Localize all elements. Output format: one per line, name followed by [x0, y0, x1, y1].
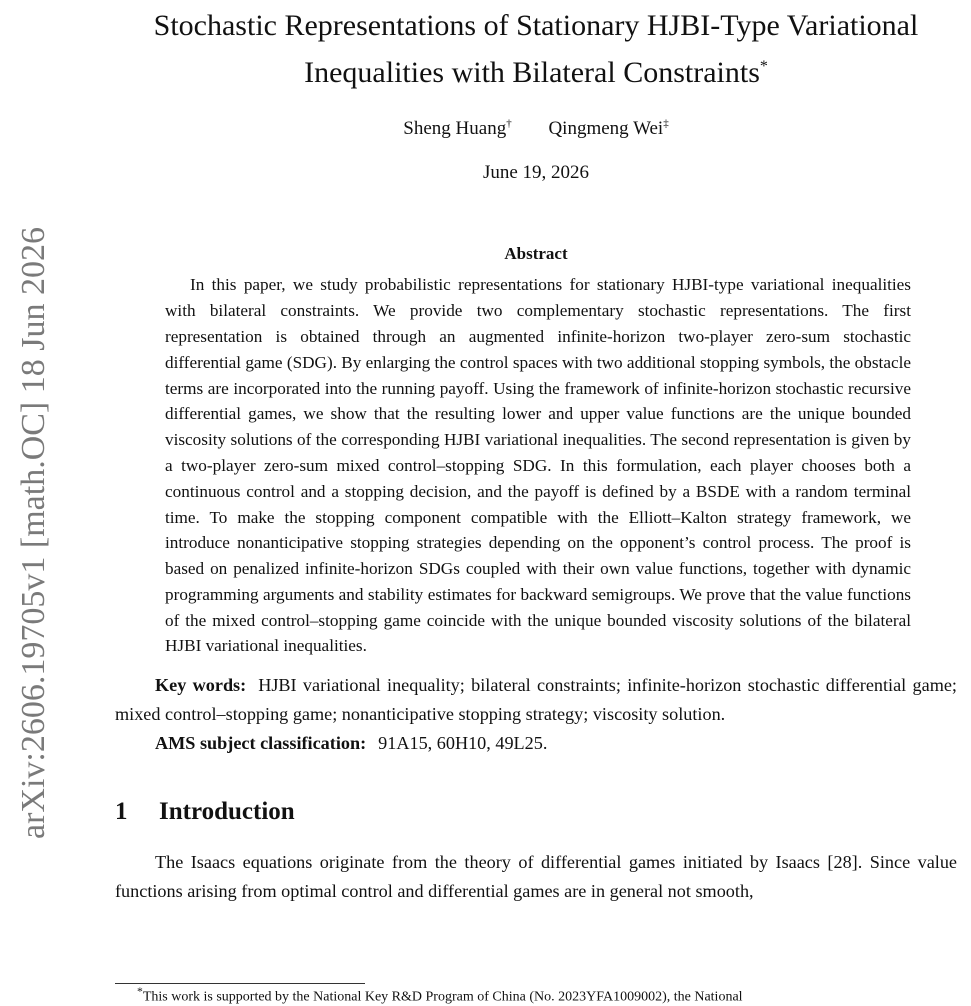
author-name: Qingmeng Wei: [548, 118, 664, 140]
footnote-text: This work is supported by the National Key R&D Program of China (No. 2023YFA1009002), the National: [142, 989, 743, 1005]
title-line-2: Inequalities with Bilateral Constraints: [304, 56, 760, 89]
author: [403, 118, 511, 139]
author-mark: †: [506, 118, 512, 130]
footnote-mark: *: [137, 985, 143, 998]
keywords-label: Key words:: [155, 675, 247, 696]
title-line-1: Stochastic Representations of Stationary HJBI-Type Variational: [153, 9, 919, 42]
abstract-text: In this paper, we study probabilistic representations for stationary HJBI-type variational inequalities with bilateral constraints. We provide two complementary stochastic representations. The first representation is obtained through an augmented infinite-horizon two-player zero-sum stochastic differential game (SDG). By enlarging the control spaces with two additional stopping symbols, the obstacle terms are incorporated into the running payoff. Using the framework of infinite-horizon stochastic recursive differential games, we show that the resulting lower and upper value functions are the unique bounded viscosity solutions of the corresponding HJBI variational inequalities. The second representation is given by a two-player zero-sum mixed control–stopping SDG. In this formulation, each player chooses both a continuous control and a stopping decision, and the payoff is defined by a BSDE with a random terminal time. To make the stopping component compatible with the Elliott–Kalton strategy framework, we introduce nonanticipative stopping strategies depending on the opponent’s control process. The proof is based on penalized infinite-horizon SDGs coupled with their own value functions, together with dynamic programming arguments and stability estimates for backward semigroups. We prove that the value functions of the mixed control–stopping game coincide with the unique bounded viscosity solutions of the bilateral HJBI variational inequalities.: [165, 275, 911, 656]
intro-paragraph: The Isaacs equations originate from the theory of differential games initiated by Isaacs [28]. Since value functions arising from optimal control and differential games are in general not smooth,: [115, 852, 957, 902]
arxiv-sidebar-stamp: [6, 200, 62, 866]
footnote-rule: [115, 983, 365, 984]
section-number: 1: [115, 798, 128, 826]
ams-label: AMS subject classification:: [155, 733, 367, 754]
keywords-paragraph: [115, 671, 957, 729]
footnote: [137, 985, 957, 1006]
title-footnote-mark: *: [759, 58, 768, 75]
ams-codes: 91A15, 60H10, 49L25.: [378, 733, 548, 754]
section-heading: [115, 798, 957, 826]
author-name: Sheng Huang: [403, 118, 507, 140]
keywords-text: HJBI variational inequality; bilateral constraints; infinite-horizon stochastic differential game; mixed control–stopping game; nonanticipative stopping strategy; viscosity solution.: [115, 675, 957, 725]
paper-title: [115, 2, 957, 96]
arxiv-identifier: arXiv:2606.19705v1 [math.OC] 18 Jun 2026: [15, 227, 53, 839]
author-mark: ‡: [663, 118, 669, 130]
author: [548, 118, 668, 139]
abstract-heading: Abstract: [504, 244, 568, 264]
paper-date: June 19, 2026: [482, 162, 590, 184]
author-list: [115, 118, 957, 140]
ams-paragraph: [115, 729, 957, 758]
paper-page: [115, 0, 957, 924]
section-title: Introduction: [159, 798, 295, 826]
